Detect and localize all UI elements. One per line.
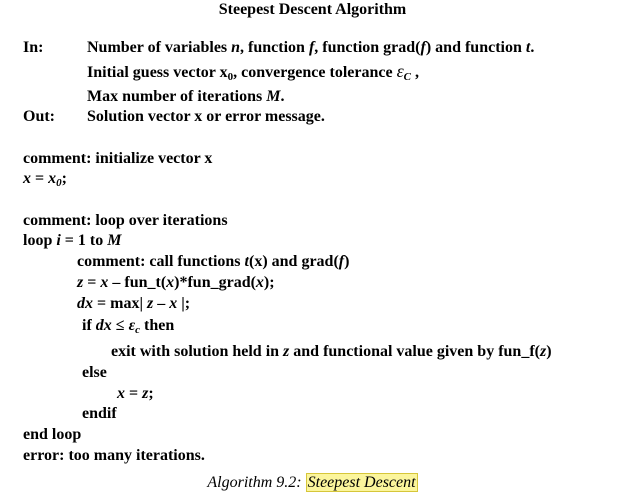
out-label: Out: [23,108,55,125]
exit-line: exit with solution held in z and functional value given by fun_f(z) [111,343,552,360]
else-line: else [82,364,107,381]
in-line-1: Number of variables n, function f, function grad(f) and function t. [87,39,535,56]
algorithm-title: Steepest Descent Algorithm [218,1,407,18]
comment-call-functions: comment: call functions t(x) and grad(f) [77,253,350,270]
caption-highlight: Steepest Descent [307,474,416,491]
caption-prefix: Algorithm 9.2: [207,474,306,491]
in-line-2: Initial guess vector $x_0$, convergence tolerance $\varepsilon_C$ , [87,61,420,83]
x-equals-z-line: x = z; [117,385,154,402]
error-line: error: too many iterations. [23,447,205,464]
if-line: if dx ≤ $\varepsilon_c$ then [82,317,175,336]
out-text: Solution vector x or error message. [87,108,325,125]
z-update-line: z = x – fun_t(x)*fun_grad(x); [77,274,275,291]
dx-line: dx = max| z – x |; [77,295,191,312]
in-label: In: [23,39,44,56]
comment-initialize: comment: initialize vector x [23,150,213,167]
comment-loop: comment: loop over iterations [23,212,228,229]
endif-line: endif [82,405,117,422]
loop-line: loop i = 1 to M [23,232,122,249]
assign-x-line: $x = x_0$; [23,170,67,189]
end-loop-line: end loop [23,426,82,443]
algorithm-caption [0,473,625,493]
in-line-3: Max number of iterations M. [87,88,285,105]
